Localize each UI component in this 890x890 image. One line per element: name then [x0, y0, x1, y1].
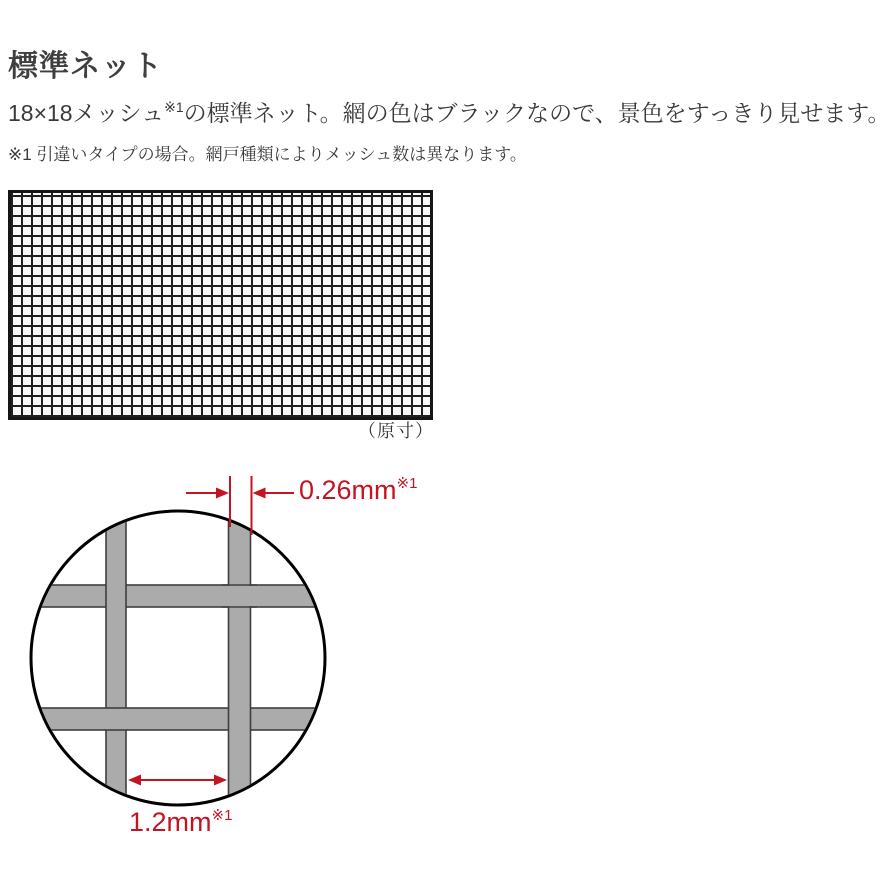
wire-dimension-footnote-marker: ※1	[396, 475, 418, 493]
footnote-text: ※1 引違いタイプの場合。網戸種類によりメッシュ数は異なります。	[8, 145, 527, 164]
wire-vertical-left	[106, 500, 126, 820]
wire-vertical-right	[229, 500, 251, 820]
opening-dimension-label	[129, 808, 232, 838]
description-text	[8, 100, 890, 128]
opening-dimension-value: 1.2mm	[129, 807, 212, 837]
page-title: 標準ネット	[8, 50, 163, 83]
magnifier-circle	[31, 511, 325, 805]
description-lead: 18×18メッシュ	[8, 100, 165, 126]
wire-dimension-value: 0.26mm	[299, 475, 397, 505]
description-rest: の標準ネット。網の色はブラックなので、景色をすっきり見せます。	[183, 100, 890, 126]
mesh-sample-caption: （原寸）	[358, 421, 434, 441]
weave-patch-top-right	[222, 585, 257, 607]
wire-dim-arrow-left	[186, 488, 229, 499]
mesh-sample-image	[8, 190, 433, 420]
opening-dimension-footnote-marker: ※1	[211, 807, 233, 825]
wire-horizontal-top	[20, 585, 340, 607]
wire-dimension-label	[299, 476, 417, 506]
description-footnote-marker: ※1	[164, 98, 184, 115]
wire-horizontal-bottom	[20, 708, 340, 730]
wire-dim-arrow-right	[253, 488, 295, 499]
